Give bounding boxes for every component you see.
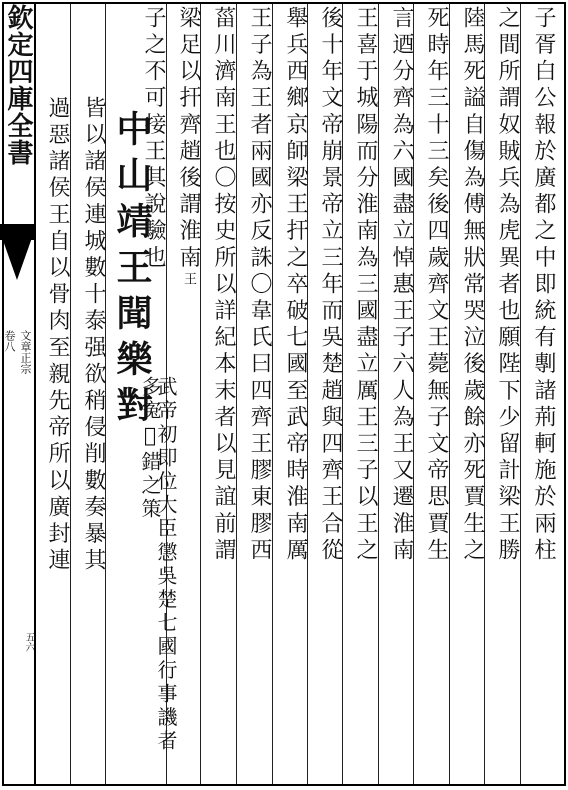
text-column-8: 舉兵西鄉京師梁王扞之卒破七國至武帝時淮南厲 — [283, 6, 308, 565]
essay-title: 中山靖王聞樂對 — [111, 110, 153, 432]
text-column-9: 王子為王者兩國亦反誅〇韋氏曰四齊王膠東膠西 — [247, 6, 272, 565]
essay-intro-note: 武帝初即位大臣懲吳楚七國行事譏者多寃𨓆錯之策 — [138, 376, 178, 754]
column-11-text: 梁足以扞齊趙後謂淮南 — [176, 6, 201, 272]
section-label: 文章正宗 — [19, 330, 32, 374]
margin-rule — [34, 2, 36, 786]
column-11-note: 王 — [181, 272, 196, 286]
text-column-4: 死時年三十三矣後四歲齊文王薨無子文帝思賈生 — [424, 6, 449, 565]
text-column-6: 王喜于城陽而分淮南為三國盡立厲王三子以王之 — [353, 6, 378, 565]
volume-label: 卷八 — [3, 330, 16, 352]
text-column-2: 之間所謂奴賊兵為虎異者也願陛下少留計梁王勝 — [495, 6, 520, 565]
text-column-5: 言迺分齊為六國盡立悼惠王子六人為王又遷淮南 — [389, 6, 414, 565]
page-number: 五六 — [23, 632, 34, 652]
text-column-12: 子之不可接王其說驗也 — [141, 6, 166, 272]
collection-title: 欽定四庫全書 — [3, 4, 33, 166]
text-column-14: 過惡諸侯王自以骨肉至親先帝所以廣封連 — [45, 96, 70, 575]
text-column-13: 皆以諸侯連城數十泰强欲稍侵削數奏暴其 — [81, 96, 106, 575]
text-column-1: 子胥白公報於廣都之中即統有剸諸荊軻施於兩柱 — [531, 6, 556, 565]
text-column-7: 後十年文帝崩景帝立三年而吳楚趙與四齊王合從 — [318, 6, 343, 565]
text-column-3: 陸馬死謚自傷為傅無狀常哭泣後歲餘亦死賈生之 — [460, 6, 485, 565]
text-column-10: 菑川濟南王也〇按史所以詳紀本末者以見誼前謂 — [211, 6, 236, 565]
